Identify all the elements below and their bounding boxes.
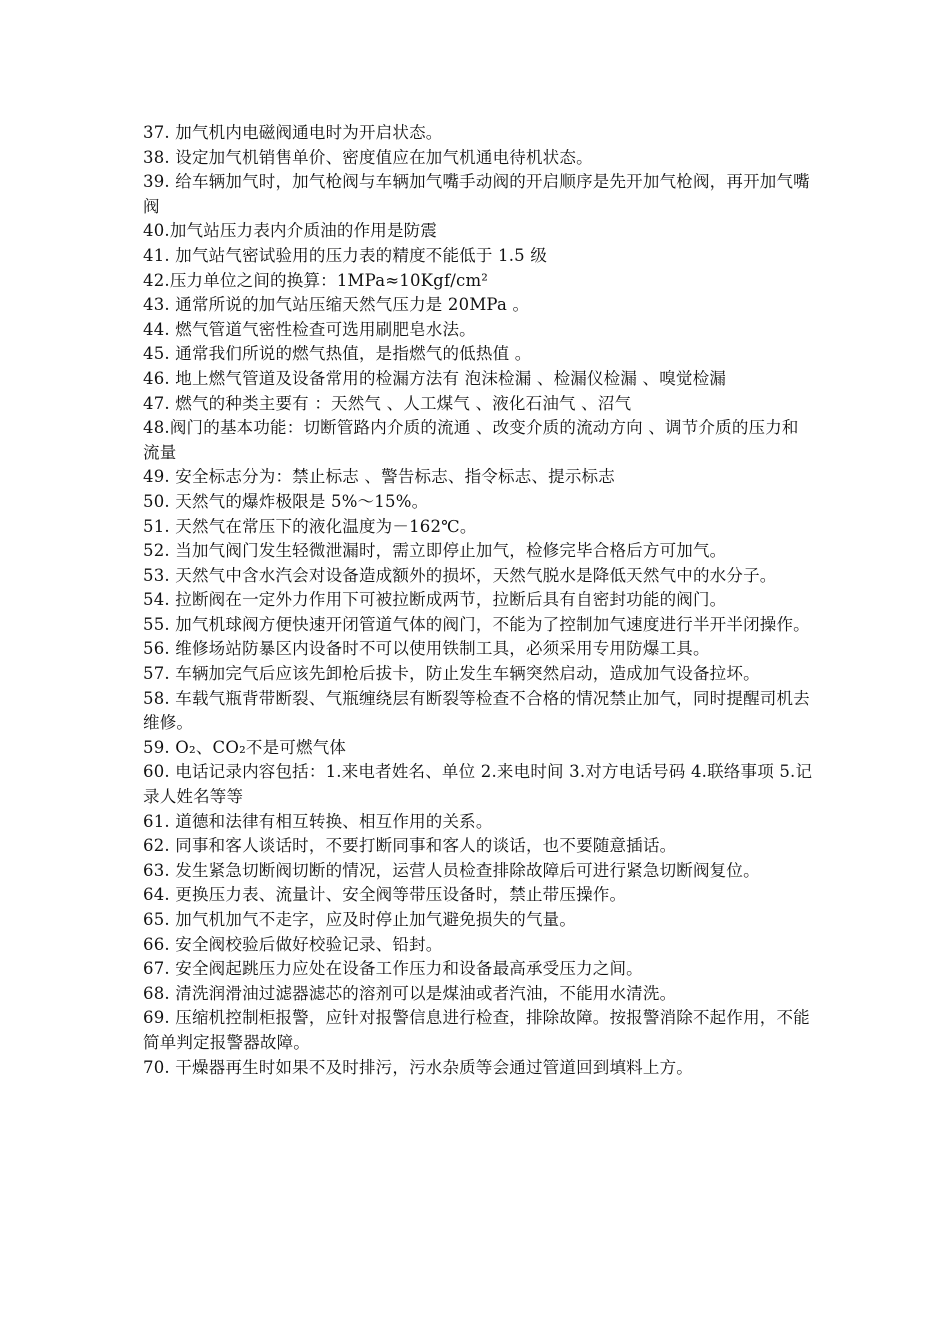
list-item: 60. 电话记录内容包括：1.来电者姓名、单位 2.来电时间 3.对方电话号码 4.联络事项 5.记录人姓名等等 (143, 762, 813, 807)
list-item: 63. 发生紧急切断阀切断的情况，运营人员检查排除故障后可进行紧急切断阀复位。 (143, 860, 760, 880)
list-item: 61. 道德和法律有相互转换、相互作用的关系。 (143, 811, 493, 831)
list-item: 51. 天然气在常压下的液化温度为－162℃。 (143, 516, 477, 536)
list-item: 64. 更换压力表、流量计、安全阀等带压设备时，禁止带压操作。 (143, 885, 627, 905)
list-item: 46. 地上燃气管道及设备常用的检漏方法有 泡沫检漏 、检漏仪检漏 、嗅觉检漏 (143, 368, 727, 388)
list-item: 55. 加气机球阀方便快速开闭管道气体的阀门，不能为了控制加气速度进行半开半闭操作。 (143, 614, 810, 634)
list-item: 43. 通常所说的加气站压缩天然气压力是 20MPa 。 (143, 295, 530, 315)
list-item: 62. 同事和客人谈话时，不要打断同事和客人的谈话，也不要随意插话。 (143, 836, 677, 856)
list-item: 66. 安全阀校验后做好校验记录、铅封。 (143, 934, 443, 954)
list-item: 58. 车载气瓶背带断裂、气瓶缠绕层有断裂等检查不合格的情况禁止加气，同时提醒司机去维修。 (143, 688, 810, 733)
list-item: 37. 加气机内电磁阀通电时为开启状态。 (143, 123, 443, 142)
list-item: 40.加气站压力表内介质油的作用是防震 (143, 221, 438, 241)
list-item: 49. 安全标志分为：禁止标志 、警告标志、指令标志、提示标志 (143, 467, 615, 487)
list-item: 69. 压缩机控制柜报警，应针对报警信息进行检查，排除故障。按报警消除不起作用，不能简单判定报警器故障。 (143, 1008, 810, 1052)
list-item: 53. 天然气中含水汽会对设备造成额外的损坏，天然气脱水是降低天然气中的水分子。 (143, 565, 777, 585)
list-item: 54. 拉断阀在一定外力作用下可被拉断成两节，拉断后具有自密封功能的阀门。 (143, 590, 727, 610)
list-item: 59. O₂、CO₂不是可燃气体 (143, 737, 347, 757)
list-item: 44. 燃气管道气密性检查可选用刷肥皂水法。 (143, 319, 476, 339)
list-item: 52. 当加气阀门发生轻微泄漏时，需立即停止加气，检修完毕合格后方可加气。 (143, 541, 727, 561)
list-item: 42.压力单位之间的换算：1MPa≈10Kgf/cm² (143, 270, 489, 290)
list-item: 38. 设定加气机销售单价、密度值应在加气机通电待机状态。 (143, 147, 593, 167)
list-item: 70. 干燥器再生时如果不及时排污，污水杂质等会通过管道回到填料上方。 (143, 1057, 693, 1077)
list-item: 68. 清洗润滑油过滤器滤芯的溶剂可以是煤油或者汽油，不能用水清洗。 (143, 983, 677, 1003)
list-item: 57. 车辆加完气后应该先卸枪后拔卡，防止发生车辆突然启动，造成加气设备拉坏。 (143, 664, 760, 684)
list-item: 41. 加气站气密试验用的压力表的精度不能低于 1.5 级 (143, 245, 548, 265)
list-item: 65. 加气机加气不走字，应及时停止加气避免损失的气量。 (143, 910, 577, 929)
list-item: 50. 天然气的爆炸极限是 5%～15%。 (143, 491, 429, 511)
list-item: 67. 安全阀起跳压力应处在设备工作压力和设备最高承受压力之间。 (143, 959, 643, 979)
list-item: 56. 维修场站防暴区内设备时不可以使用铁制工具，必须采用专用防爆工具。 (143, 639, 710, 659)
list-item: 45. 通常我们所说的燃气热值，是指燃气的低热值 。 (143, 344, 532, 364)
document-body (143, 121, 813, 1080)
list-item: 47. 燃气的种类主要有 ：天然气 、人工煤气 、液化石油气 、沼气 (143, 393, 632, 413)
list-item: 48.阀门的基本功能：切断管路内介质的流通 、改变介质的流动方向 、调节介质的压力和流量 (143, 418, 799, 462)
list-item: 39. 给车辆加气时，加气枪阀与车辆加气嘴手动阀的开启顺序是先开加气枪阀，再开加气嘴阀 (143, 172, 810, 216)
